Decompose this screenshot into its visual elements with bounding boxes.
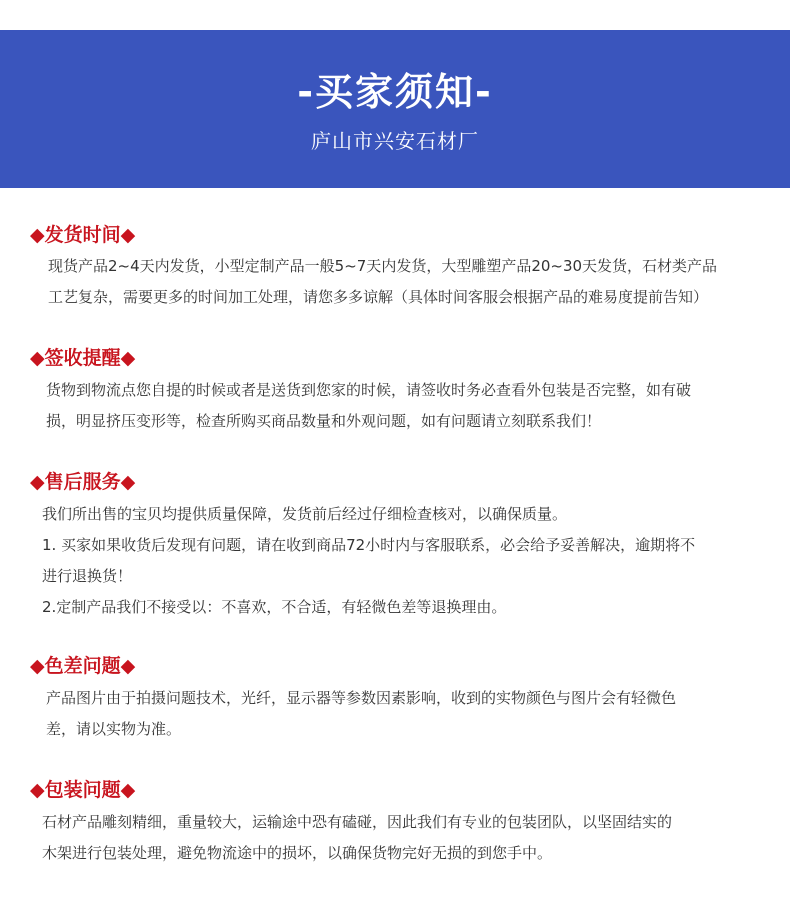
body-line: 进行退换货！: [42, 567, 133, 585]
section-heading: ◆签收提醒◆: [30, 347, 136, 369]
header-banner: [0, 30, 790, 188]
page-title: -买家须知-: [297, 70, 493, 114]
section-body: [48, 251, 778, 313]
section-body: [46, 375, 776, 437]
company-name: 庐山市兴安石材厂: [311, 129, 479, 153]
section-body: [46, 683, 776, 745]
body-line: 1. 买家如果收货后发现有问题，请在收到商品72小时内与客服联系，必会给予妥善解决，逾期将不: [42, 536, 696, 554]
body-line: 工艺复杂，需要更多的时间加工处理，请您多多谅解（具体时间客服会根据产品的难易度提前告知）: [48, 288, 709, 306]
section-body: [42, 499, 772, 623]
body-line: 货物到物流点您自提的时候或者是送货到您家的时候，请签收时务必查看外包装是否完整，如有破: [46, 381, 692, 399]
body-line: 2.定制产品我们不接受以：不喜欢，不合适，有轻微色差等退换理由。: [42, 598, 507, 616]
section-heading: ◆包装问题◆: [30, 779, 136, 801]
section-heading: ◆售后服务◆: [30, 471, 136, 493]
body-line: 现货产品2~4天内发货，小型定制产品一般5~7天内发货，大型雕塑产品20~30天发货，石材类产品: [48, 257, 718, 275]
section-body: [42, 807, 772, 869]
section-heading: ◆发货时间◆: [30, 224, 136, 246]
body-line: 木架进行包装处理，避免物流途中的损坏，以确保货物完好无损的到您手中。: [42, 844, 553, 862]
body-line: 产品图片由于拍摄问题技术，光纤，显示器等参数因素影响，收到的实物颜色与图片会有轻微色: [46, 689, 677, 707]
body-line: 损，明显挤压变形等，检查所购买商品数量和外观问题，如有问题请立刻联系我们！: [46, 412, 602, 430]
section-heading: ◆色差问题◆: [30, 655, 136, 677]
body-line: 我们所出售的宝贝均提供质量保障，发货前后经过仔细检查核对，以确保质量。: [42, 505, 568, 523]
body-line: 差，请以实物为准。: [46, 720, 182, 738]
body-line: 石材产品雕刻精细，重量较大，运输途中恐有磕碰，因此我们有专业的包装团队，以坚固结实的: [42, 813, 673, 831]
